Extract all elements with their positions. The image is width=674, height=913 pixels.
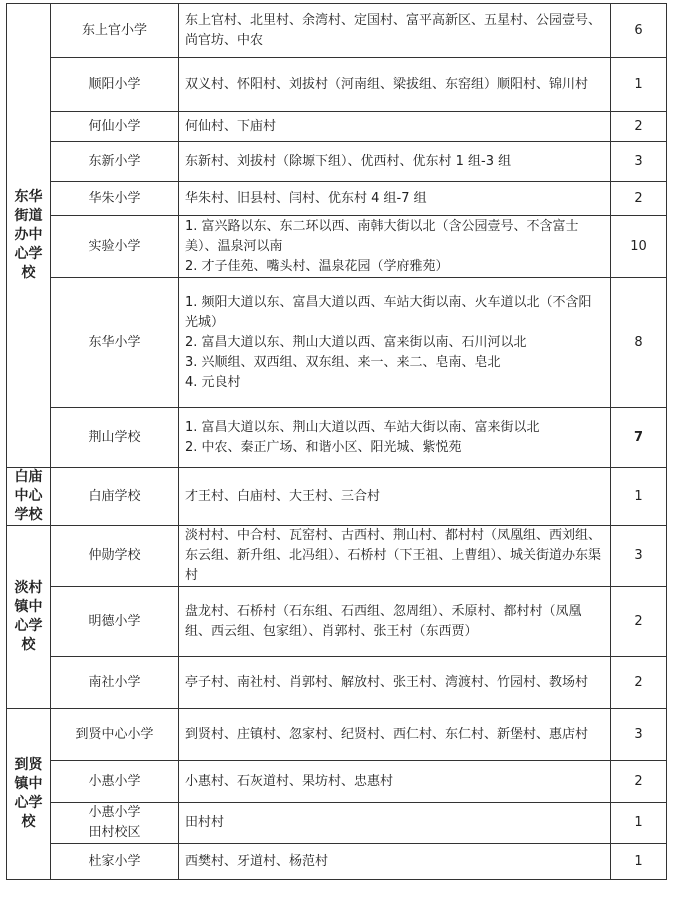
school-cell bbox=[51, 4, 179, 58]
area-text: 1. 频阳大道以东、富昌大道以西、车站大街以南、火车道以北（不含阳光城） bbox=[185, 294, 592, 330]
area-text: 2. 富昌大道以东、荆山大道以西、富来街以南、石川河以北 bbox=[185, 334, 527, 350]
school-cell bbox=[51, 408, 179, 468]
school-name: 东华小学 bbox=[88, 334, 141, 350]
count-cell: 2 bbox=[611, 657, 667, 709]
area-text: 才王村、白庙村、大王村、三合村 bbox=[185, 488, 381, 504]
district-cell: 到贤 镇中 心学 校 bbox=[7, 709, 51, 880]
table-row bbox=[7, 4, 667, 58]
school-cell bbox=[51, 58, 179, 112]
area-text: 亭子村、南社村、肖郭村、解放村、张王村、湾渡村、竹园村、教场村 bbox=[185, 674, 589, 690]
school-cell bbox=[51, 278, 179, 408]
school-cell bbox=[51, 803, 179, 844]
school-cell bbox=[51, 216, 179, 278]
area-cell bbox=[179, 112, 611, 142]
area-cell bbox=[179, 526, 611, 587]
school-name: 明德小学 bbox=[88, 613, 141, 629]
school-name: 东上官小学 bbox=[81, 22, 147, 38]
area-text: 2. 中农、秦正广场、和谐小区、阳光城、紫悦苑 bbox=[185, 439, 462, 455]
table-row bbox=[7, 468, 667, 526]
school-name: 到贤中心小学 bbox=[75, 726, 154, 742]
school-name: 田村校区 bbox=[88, 825, 141, 840]
school-cell bbox=[51, 587, 179, 657]
table-body bbox=[7, 4, 667, 880]
area-cell bbox=[179, 468, 611, 526]
area-cell bbox=[179, 216, 611, 278]
school-name: 仲勋学校 bbox=[88, 548, 141, 563]
area-cell bbox=[179, 844, 611, 880]
area-text: 小惠村、石灰道村、果坊村、忠惠村 bbox=[185, 773, 394, 789]
count-cell: 7 bbox=[611, 408, 667, 468]
table-row bbox=[7, 142, 667, 182]
table-row bbox=[7, 844, 667, 880]
count-cell: 2 bbox=[611, 112, 667, 142]
school-name: 东新小学 bbox=[88, 153, 141, 169]
count-cell: 2 bbox=[611, 761, 667, 803]
table-row bbox=[7, 709, 667, 761]
school-name: 华朱小学 bbox=[88, 190, 141, 206]
school-cell bbox=[51, 142, 179, 182]
school-cell bbox=[51, 761, 179, 803]
school-name: 顺阳小学 bbox=[88, 76, 141, 92]
table-row bbox=[7, 278, 667, 408]
area-text: 淡村村、中合村、瓦窑村、古西村、荆山村、都村村（凤凰组、西刘组、东云组、新升组、北冯组）、石桥村（下王祖、上曹组）、城关街道办东渠村 bbox=[185, 528, 602, 583]
district-cell: 东华 街道 办中 心学 校 bbox=[7, 4, 51, 468]
table-row bbox=[7, 216, 667, 278]
table-row bbox=[7, 526, 667, 587]
area-cell bbox=[179, 803, 611, 844]
count-cell: 3 bbox=[611, 142, 667, 182]
count-cell: 2 bbox=[611, 182, 667, 216]
count-cell: 10 bbox=[611, 216, 667, 278]
area-text: 盘龙村、石桥村（石东组、石西组、忽周组）、禾原村、都村村（凤凰组、西云组、包家组）、肖郭村、张王村（东西贾） bbox=[185, 603, 582, 639]
area-cell bbox=[179, 4, 611, 58]
school-district-table bbox=[6, 3, 667, 880]
table-row bbox=[7, 58, 667, 112]
count-cell: 1 bbox=[611, 803, 667, 844]
area-cell bbox=[179, 761, 611, 803]
area-cell bbox=[179, 182, 611, 216]
area-text: 1. 富昌大道以东、荆山大道以西、车站大街以南、富来街以北 bbox=[185, 419, 540, 435]
school-cell bbox=[51, 709, 179, 761]
area-cell bbox=[179, 709, 611, 761]
count-cell: 3 bbox=[611, 526, 667, 587]
count-cell: 3 bbox=[611, 709, 667, 761]
school-name: 南社小学 bbox=[88, 674, 141, 690]
area-cell bbox=[179, 278, 611, 408]
count-cell: 1 bbox=[611, 58, 667, 112]
school-name: 白庙学校 bbox=[88, 488, 141, 504]
area-cell bbox=[179, 58, 611, 112]
school-name: 杜家小学 bbox=[88, 853, 141, 869]
area-cell bbox=[179, 587, 611, 657]
table-row bbox=[7, 803, 667, 844]
table-row bbox=[7, 112, 667, 142]
school-cell bbox=[51, 657, 179, 709]
table-row bbox=[7, 657, 667, 709]
count-cell: 1 bbox=[611, 844, 667, 880]
school-cell bbox=[51, 112, 179, 142]
district-cell: 白庙 中心 学校 bbox=[7, 468, 51, 526]
school-cell bbox=[51, 468, 179, 526]
count-cell: 1 bbox=[611, 468, 667, 526]
school-cell bbox=[51, 526, 179, 587]
area-cell bbox=[179, 142, 611, 182]
school-name: 何仙小学 bbox=[88, 118, 141, 134]
area-text: 东上官村、北里村、余湾村、定国村、富平高新区、五星村、公园壹号、尚官坊、中农 bbox=[185, 12, 602, 48]
school-cell bbox=[51, 844, 179, 880]
area-text: 1. 富兴路以东、东二环以西、南韩大街以北（含公园壹号、不含富士美）、温泉河以南 bbox=[185, 218, 579, 254]
area-text: 何仙村、下庙村 bbox=[185, 118, 277, 134]
school-cell bbox=[51, 182, 179, 216]
table-row bbox=[7, 761, 667, 803]
area-text: 双义村、怀阳村、刘拔村（河南组、梁拔组、东窑组）顺阳村、锦川村 bbox=[185, 76, 589, 92]
area-text: 到贤村、庄镇村、忽家村、纪贤村、西仁村、东仁村、新堡村、惠店村 bbox=[185, 726, 589, 742]
school-name: 小惠小学 bbox=[88, 773, 141, 789]
table-row bbox=[7, 182, 667, 216]
area-text: 华朱村、旧县村、闫村、优东村 4 组-7 组 bbox=[185, 190, 427, 206]
count-cell: 8 bbox=[611, 278, 667, 408]
area-text: 3. 兴顺组、双西组、双东组、来一、来二、皂南、皂北 bbox=[185, 354, 501, 370]
school-name: 小惠小学 bbox=[88, 805, 141, 820]
count-cell: 6 bbox=[611, 4, 667, 58]
area-cell bbox=[179, 657, 611, 709]
area-text: 西樊村、牙道村、杨范村 bbox=[185, 853, 329, 869]
area-text: 2. 才子佳苑、嘴头村、温泉花园（学府雅苑） bbox=[185, 258, 449, 274]
district-cell: 淡村 镇中 心学 校 bbox=[7, 526, 51, 709]
school-name: 荆山学校 bbox=[88, 429, 141, 445]
school-name: 实验小学 bbox=[88, 238, 141, 254]
area-text: 东新村、刘拔村（除塬下组）、优西村、优东村 1 组-3 组 bbox=[185, 153, 512, 169]
count-cell: 2 bbox=[611, 587, 667, 657]
area-cell bbox=[179, 408, 611, 468]
table-row bbox=[7, 587, 667, 657]
area-text: 田村村 bbox=[185, 815, 225, 830]
table-row bbox=[7, 408, 667, 468]
area-text: 4. 元良村 bbox=[185, 374, 241, 390]
